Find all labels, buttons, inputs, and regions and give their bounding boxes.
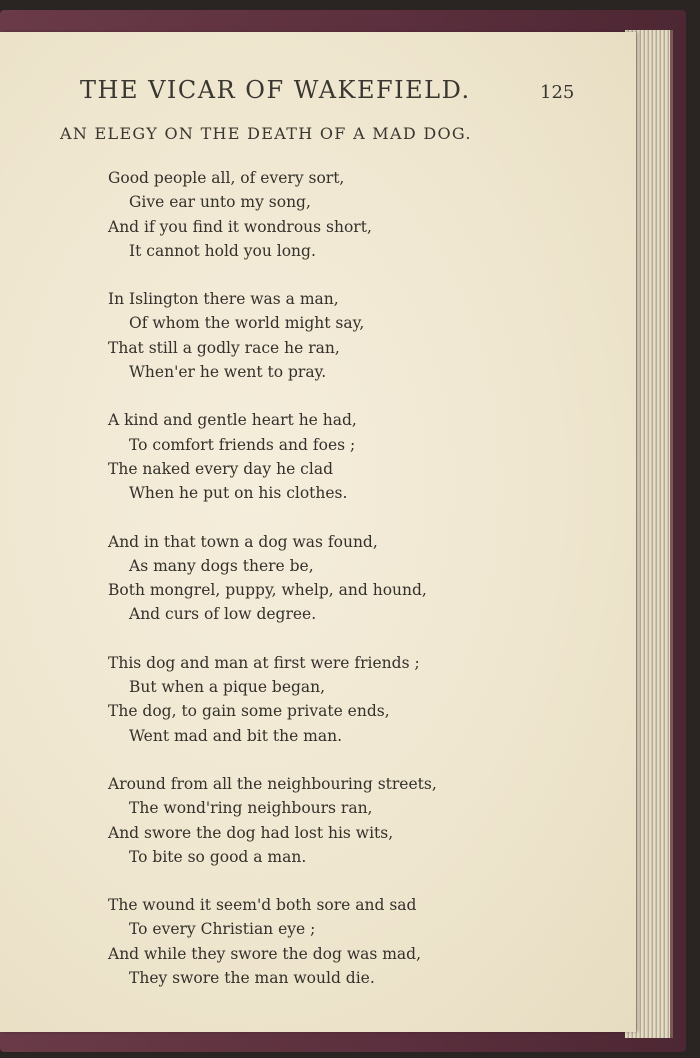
verse-line: It cannot hold you long.: [129, 241, 316, 260]
stanza: [108, 530, 508, 627]
verse-line: This dog and man at first were friends ;: [108, 653, 420, 672]
verse-line: When he put on his clothes.: [129, 484, 348, 503]
verse-line: And curs of low degree.: [129, 605, 317, 624]
verse-line: A kind and gentle heart he had,: [108, 411, 357, 430]
verse-line: Around from all the neighbouring streets,: [108, 774, 437, 793]
poem-body: [108, 166, 508, 1014]
verse-line: Both mongrel, puppy, whelp, and hound,: [108, 581, 427, 600]
verse-line: And in that town a dog was found,: [108, 532, 378, 551]
verse-line: They swore the man would die.: [129, 969, 375, 988]
stanza: [108, 408, 508, 505]
verse-line: That still a godly race he ran,: [108, 338, 340, 357]
stanza: [108, 651, 508, 748]
verse-line: To every Christian eye ;: [129, 920, 316, 939]
verse-line: Good people all, of every sort,: [108, 169, 345, 187]
stanza: [108, 166, 508, 263]
verse-line: Went mad and bit the man.: [129, 726, 343, 745]
stanza: [108, 772, 508, 869]
verse-line: And swore the dog had lost his wits,: [108, 823, 394, 842]
verse-line: The wound it seem'd both sore and sad: [108, 896, 417, 915]
page-number: 125: [540, 82, 575, 103]
verse-line: But when a pique began,: [129, 678, 326, 697]
verse-line: The naked every day he clad: [108, 459, 333, 478]
verse-line: Give ear unto my song,: [129, 193, 311, 212]
verse-line: The wond'ring neighbours ran,: [129, 799, 373, 818]
stanza: [108, 893, 508, 990]
poem-title: AN ELEGY ON THE DEATH OF A MAD DOG.: [60, 124, 472, 143]
verse-line: To bite so good a man.: [129, 847, 307, 866]
verse-line: As many dogs there be,: [129, 556, 314, 575]
verse-line: The dog, to gain some private ends,: [108, 702, 390, 721]
verse-line: To comfort friends and foes ;: [129, 435, 356, 454]
verse-line: In Islington there was a man,: [108, 290, 339, 309]
stanza: [108, 287, 508, 384]
verse-line: Of whom the world might say,: [129, 314, 365, 333]
verse-line: And while they swore the dog was mad,: [108, 944, 422, 963]
verse-line: When'er he went to pray.: [129, 363, 327, 382]
running-title: THE VICAR OF WAKEFIELD.: [80, 76, 471, 104]
verse-line: And if you find it wondrous short,: [108, 217, 372, 236]
